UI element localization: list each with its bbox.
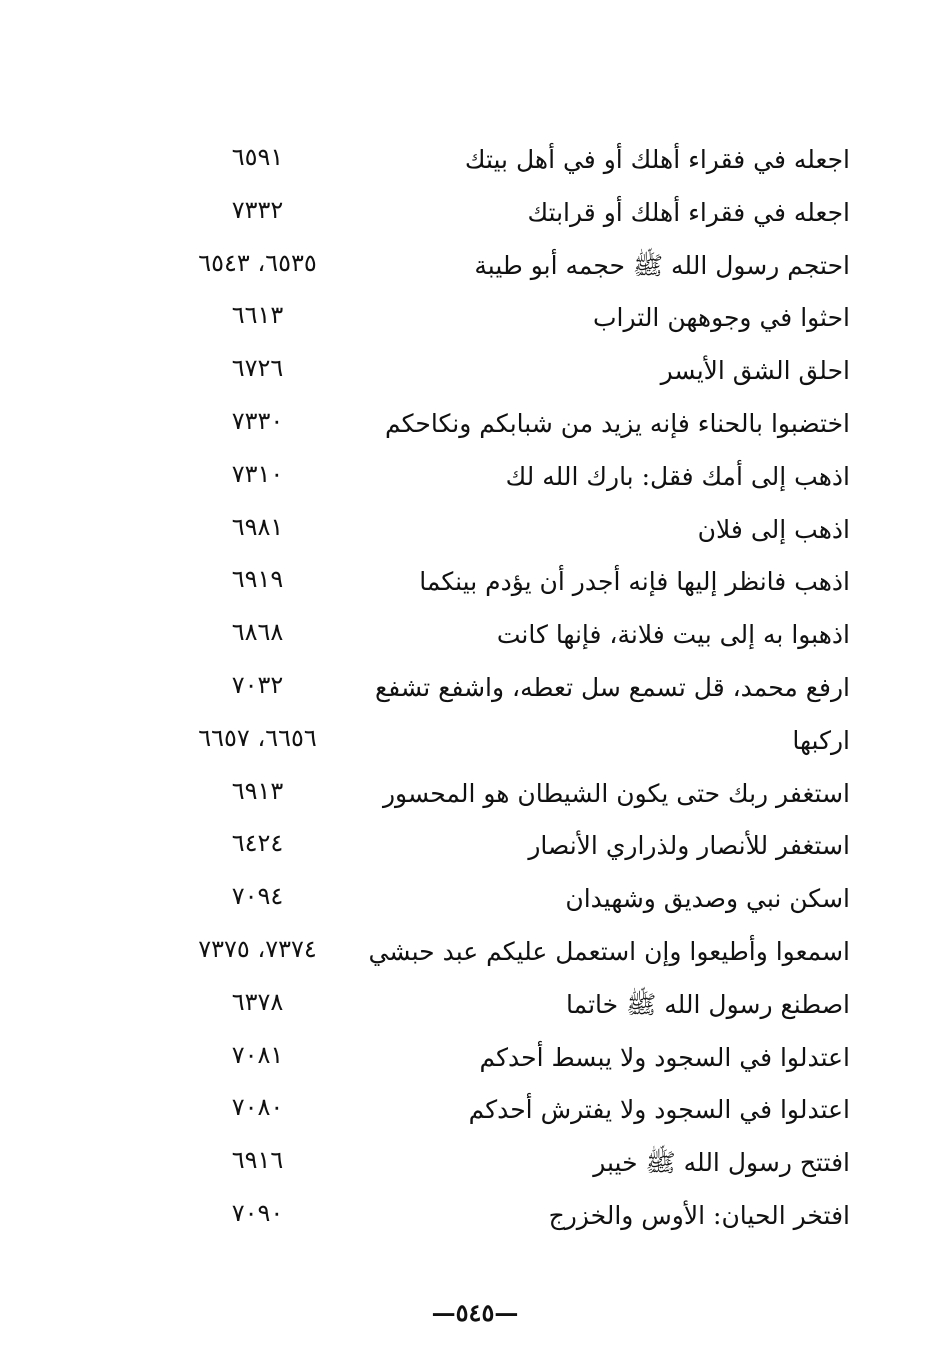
entry-text: ارفع محمد، قل تسمع سل تعطه، واشفع تشفع xyxy=(375,672,850,702)
entry-reference: ٦٩٨١ xyxy=(231,512,284,541)
entry-reference: ٧٠٩٠ xyxy=(231,1198,284,1227)
entry-reference: ٦٩١٦ xyxy=(231,1146,284,1175)
list-item xyxy=(150,399,860,452)
list-item xyxy=(150,874,860,927)
list-item xyxy=(150,821,860,874)
list-item xyxy=(150,1138,860,1191)
list-item xyxy=(150,505,860,558)
list-item xyxy=(150,293,860,346)
entry-reference: ٧٣٧٤، ٧٣٧٥ xyxy=(198,934,317,963)
entry-text: اجعله في فقراء أهلك أو قرابتك xyxy=(527,197,850,227)
list-item xyxy=(150,769,860,822)
entry-text: اختضبوا بالحناء فإنه يزيد من شبابكم ونكاحكم xyxy=(384,408,850,438)
entry-text: اذهب إلى فلان xyxy=(697,514,850,544)
entry-text: اعتدلوا في السجود ولا يفترش أحدكم xyxy=(468,1095,850,1125)
entry-reference: ٧٠٩٤ xyxy=(231,882,284,911)
entry-text: اذهبوا به إلى بيت فلانة، فإنها كانت xyxy=(496,620,850,650)
list-item xyxy=(150,241,860,294)
entry-text: افتتح رسول الله ﷺ خيبر xyxy=(593,1148,850,1178)
entry-text: احثوا في وجوههن التراب xyxy=(593,303,850,333)
entry-reference: ٦٣٧٨ xyxy=(231,987,284,1016)
entry-reference: ٦٦١٣ xyxy=(231,301,284,330)
list-item xyxy=(150,188,860,241)
entry-text: استغفر للأنصار ولذراري الأنصار xyxy=(528,831,850,861)
hadith-index-list xyxy=(150,135,860,1244)
entry-text: اجعله في فقراء أهلك أو في أهل بيتك xyxy=(464,145,850,174)
entry-text: احلق الشق الأيسر xyxy=(660,356,850,386)
entry-reference: ٦٤٢٤ xyxy=(231,829,284,858)
entry-text: اذهب فانظر إليها فإنه أجدر أن يؤدم بينكما xyxy=(419,567,850,597)
list-item xyxy=(150,1033,860,1086)
list-item xyxy=(150,927,860,980)
entry-reference: ٦٥٩١ xyxy=(231,143,284,171)
list-item xyxy=(150,980,860,1033)
entry-reference: ٦٧٢٦ xyxy=(231,354,284,383)
list-item xyxy=(150,716,860,769)
entry-text: اركبها xyxy=(792,725,850,755)
entry-text: احتجم رسول الله ﷺ حجمه أبو طيبة xyxy=(474,250,850,280)
entry-text: اصطنع رسول الله ﷺ خاتما xyxy=(566,989,850,1019)
entry-reference: ٦٦٥٦، ٦٦٥٧ xyxy=(198,723,317,752)
entry-reference: ٦٥٣٥، ٦٥٤٣ xyxy=(198,248,317,277)
list-item xyxy=(150,346,860,399)
entry-text: اذهب إلى أمك فقل: بارك الله لك xyxy=(505,461,850,491)
entry-reference: ٧٣٣٠ xyxy=(231,406,284,435)
list-item xyxy=(150,610,860,663)
entry-text: استغفر ربك حتى يكون الشيطان هو المحسور xyxy=(382,778,850,808)
entry-reference: ٧٠٨١ xyxy=(231,1040,284,1069)
entry-reference: ٧٣١٠ xyxy=(231,459,284,488)
list-item xyxy=(150,557,860,610)
entry-reference: ٦٩١٩ xyxy=(231,565,284,594)
entry-reference: ٦٨٦٨ xyxy=(231,618,284,647)
entry-reference: ٧٠٨٠ xyxy=(231,1093,284,1122)
entry-text: اعتدلوا في السجود ولا يبسط أحدكم xyxy=(479,1042,850,1072)
entry-reference: ٧٣٣٢ xyxy=(231,195,284,224)
entry-reference: ٦٩١٣ xyxy=(231,776,284,805)
entry-text: افتخر الحيان: الأوس والخزرج xyxy=(548,1200,850,1230)
entry-reference: ٧٠٣٢ xyxy=(231,670,284,699)
list-item xyxy=(150,135,860,188)
list-item xyxy=(150,452,860,505)
list-item xyxy=(150,663,860,716)
list-item xyxy=(150,1191,860,1244)
list-item xyxy=(150,1085,860,1138)
page-number: —٥٤٥— xyxy=(431,1298,519,1327)
entry-text: اسمعوا وأطيعوا وإن استعمل عليكم عبد حبشي xyxy=(368,936,850,966)
entry-text: اسكن نبي وصديق وشهيدان xyxy=(565,884,850,914)
